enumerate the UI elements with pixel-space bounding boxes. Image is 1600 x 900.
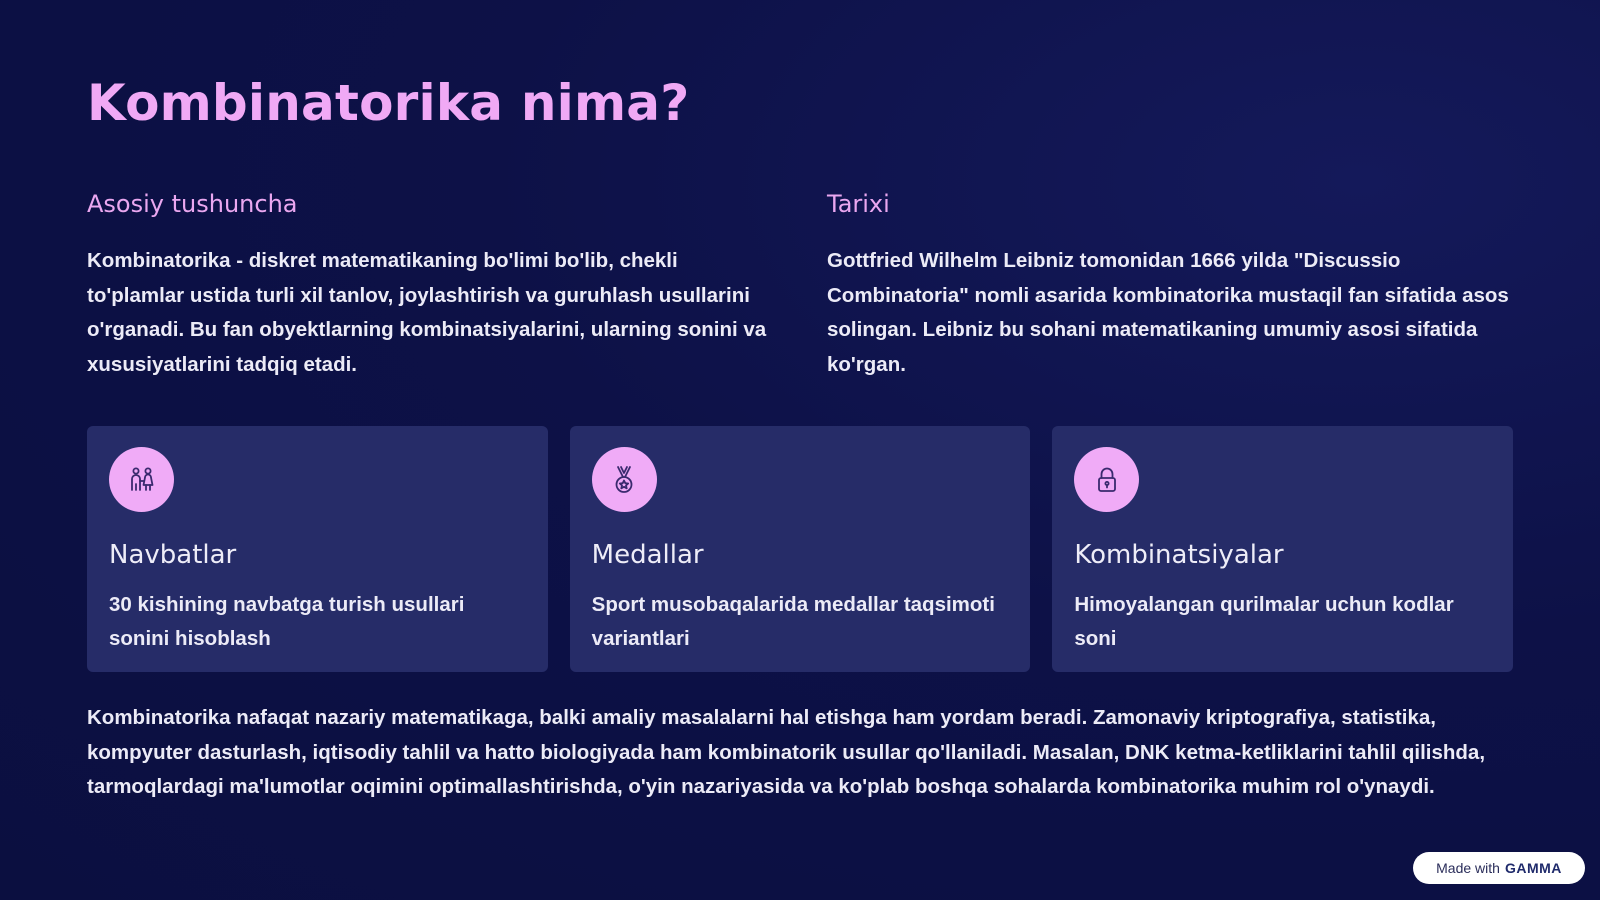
card-combinations [1052,426,1513,672]
card-queues-title: Navbatlar [109,540,237,570]
basic-concept-section [87,190,777,382]
card-queues-text: 30 kishining navbatga turish usullari sonini hisoblash [109,593,465,650]
history-text: Gottfried Wilhelm Leibniz tomonidan 1666 yilda "Discussio Combinatoria" nomli asarida kombinatorika mustaqil fan sifatida asos solingan. Leibniz bu sohani matematikaning umumiy asosi sifatida ko'rgan. [827,249,1509,376]
medal-icon [592,447,657,512]
history-section [827,190,1517,382]
card-medals-title: Medallar [591,540,704,570]
made-with-gamma-badge[interactable] [1413,852,1585,884]
history-heading: Tarixi [827,190,890,218]
card-medals [570,426,1031,672]
basic-concept-text: Kombinatorika - diskret matematikaning bo'limi bo'lib, chekli to'plamlar ustida turli xil tanlov, joylashtirish va guruhlash usullarini o'rganadi. Bu fan obyektlarning kombinatsiyalarini, ularning sonini va xususiyatlarini tadqiq etadi. [87,249,767,376]
card-medals-text: Sport musobaqalarida medallar taqsimoti variantlari [591,593,995,650]
applications-text: Kombinatorika nafaqat nazariy matematikaga, balki amaliy masalalarni hal etishga ham yordam beradi. Zamonaviy kriptografiya, statistika, kompyuter dasturlash, iqtisodiy tahlil va hatto biologiyada ham kombinatorik usullar qo'llaniladi. Masalan, DNK ketma-ketliklarini tahlil qilishda, tarmoqlardagi ma'lumotlar oqimini optimallashtirishda, o'yin nazariyasida va ko'plab boshqa sohalarda kombinatorika muhim rol o'ynaydi. [87,706,1486,798]
slide [87,0,1513,900]
people-icon [109,447,174,512]
badge-prefix: Made with [1436,860,1500,876]
card-combinations-title: Kombinatsiyalar [1074,540,1284,570]
gamma-logo: GAMMA [1504,860,1562,876]
card-queues [87,426,548,672]
lock-icon [1074,447,1139,512]
slide-title: Kombinatorika nima? [87,74,690,132]
basic-concept-heading: Asosiy tushuncha [87,190,298,218]
card-combinations-text: Himoyalangan qurilmalar uchun kodlar soni [1074,593,1454,650]
example-cards [87,426,1513,672]
